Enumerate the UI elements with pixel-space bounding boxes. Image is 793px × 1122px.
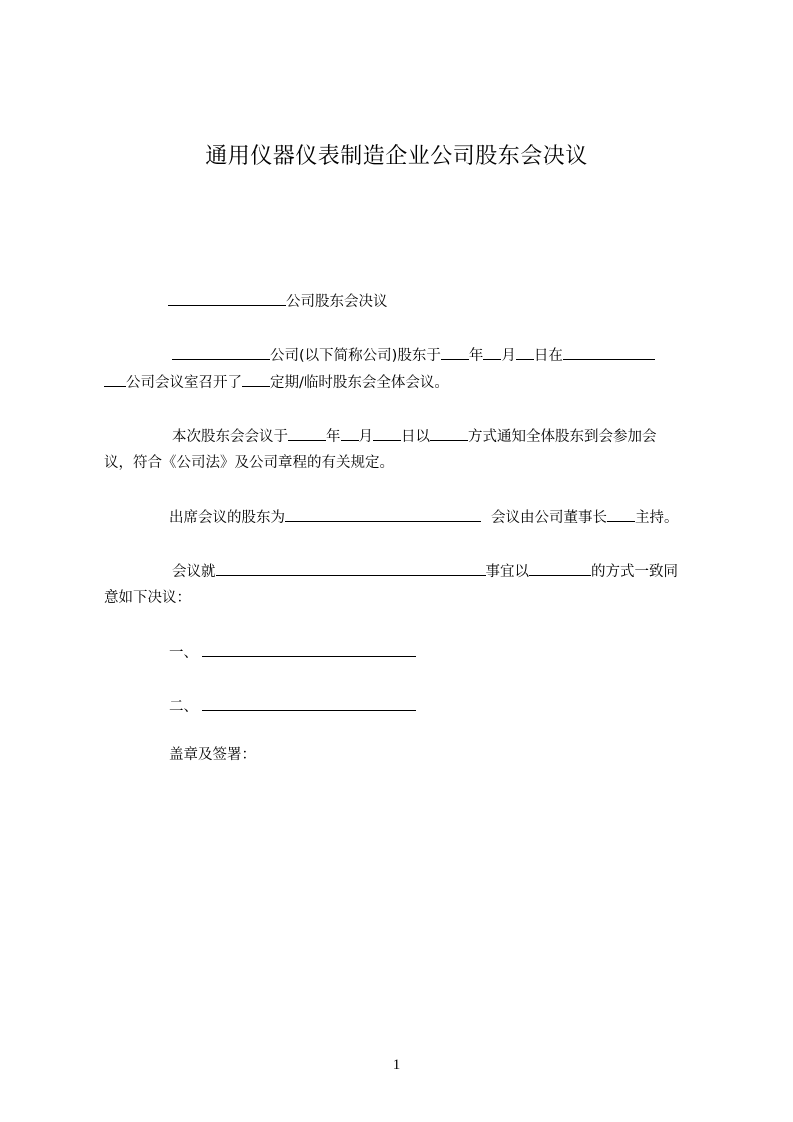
paragraph-2-line-1 bbox=[172, 426, 657, 447]
paragraph-1-line-1 bbox=[172, 345, 655, 366]
item-2-label: 二、 bbox=[169, 699, 198, 715]
p1-year-label: 年 bbox=[468, 348, 484, 364]
p4-text-a: 会议就 bbox=[172, 564, 216, 580]
location-blank[interactable] bbox=[563, 345, 655, 360]
resolution-heading bbox=[168, 291, 388, 312]
item-1-label: 一、 bbox=[169, 645, 198, 661]
p2-month-label: 月 bbox=[358, 429, 373, 445]
p3-text-a: 出席会议的股东为 bbox=[169, 510, 285, 526]
p2-text-b: 方式通知全体股东到会参加会 bbox=[468, 429, 657, 445]
resolution-item-1 bbox=[169, 642, 416, 663]
p3-text-b: 会议由公司董事长 bbox=[491, 510, 607, 526]
p1-text-c: 定期/临时股东会全体会议。 bbox=[270, 375, 449, 391]
meeting-type-blank[interactable] bbox=[242, 372, 270, 387]
p1-text-b: 公司会议室召开了 bbox=[126, 375, 242, 391]
day-blank[interactable] bbox=[516, 345, 534, 360]
item-2-blank[interactable] bbox=[202, 696, 416, 711]
p2-day-label: 日以 bbox=[401, 429, 430, 445]
p4-text-b: 事宜以 bbox=[485, 564, 529, 580]
location-blank-cont[interactable] bbox=[104, 372, 126, 387]
p2-year-label: 年 bbox=[326, 429, 341, 445]
paragraph-2-line-2: 议，符合《公司法》及公司章程的有关规定。 bbox=[104, 455, 394, 471]
year-blank[interactable] bbox=[288, 426, 326, 441]
paragraph-4-line-1 bbox=[172, 561, 678, 582]
heading-text: 公司股东会决议 bbox=[286, 294, 388, 310]
paragraph-1-line-2 bbox=[104, 372, 449, 393]
item-1-blank[interactable] bbox=[202, 642, 416, 657]
notice-method-blank[interactable] bbox=[430, 426, 468, 441]
p1-day-label: 日在 bbox=[533, 348, 563, 364]
month-blank[interactable] bbox=[341, 426, 359, 441]
chairman-blank[interactable] bbox=[607, 507, 635, 522]
page-number: 1 bbox=[392, 1057, 401, 1073]
signature-label: 盖章及签署： bbox=[169, 747, 256, 763]
company-blank[interactable] bbox=[172, 345, 270, 360]
p1-text-a: 公司(以下简称公司)股东于 bbox=[270, 348, 441, 364]
page-title: 通用仪器仪表制造企业公司股东会决议 bbox=[205, 144, 588, 169]
p4-text-c: 的方式一致同 bbox=[591, 564, 678, 580]
p3-text-c: 主持。 bbox=[635, 510, 679, 526]
year-blank[interactable] bbox=[441, 345, 469, 360]
shareholders-blank[interactable] bbox=[285, 507, 481, 522]
company-name-blank[interactable] bbox=[168, 291, 286, 306]
voting-method-blank[interactable] bbox=[529, 561, 591, 576]
paragraph-4-line-2: 意如下决议： bbox=[104, 590, 191, 606]
resolution-item-2 bbox=[169, 696, 416, 717]
p2-text-a: 本次股东会会议于 bbox=[172, 429, 288, 445]
paragraph-3 bbox=[169, 507, 679, 528]
p1-month-label: 月 bbox=[501, 348, 516, 364]
matter-blank[interactable] bbox=[216, 561, 486, 576]
day-blank[interactable] bbox=[373, 426, 401, 441]
month-blank[interactable] bbox=[483, 345, 501, 360]
